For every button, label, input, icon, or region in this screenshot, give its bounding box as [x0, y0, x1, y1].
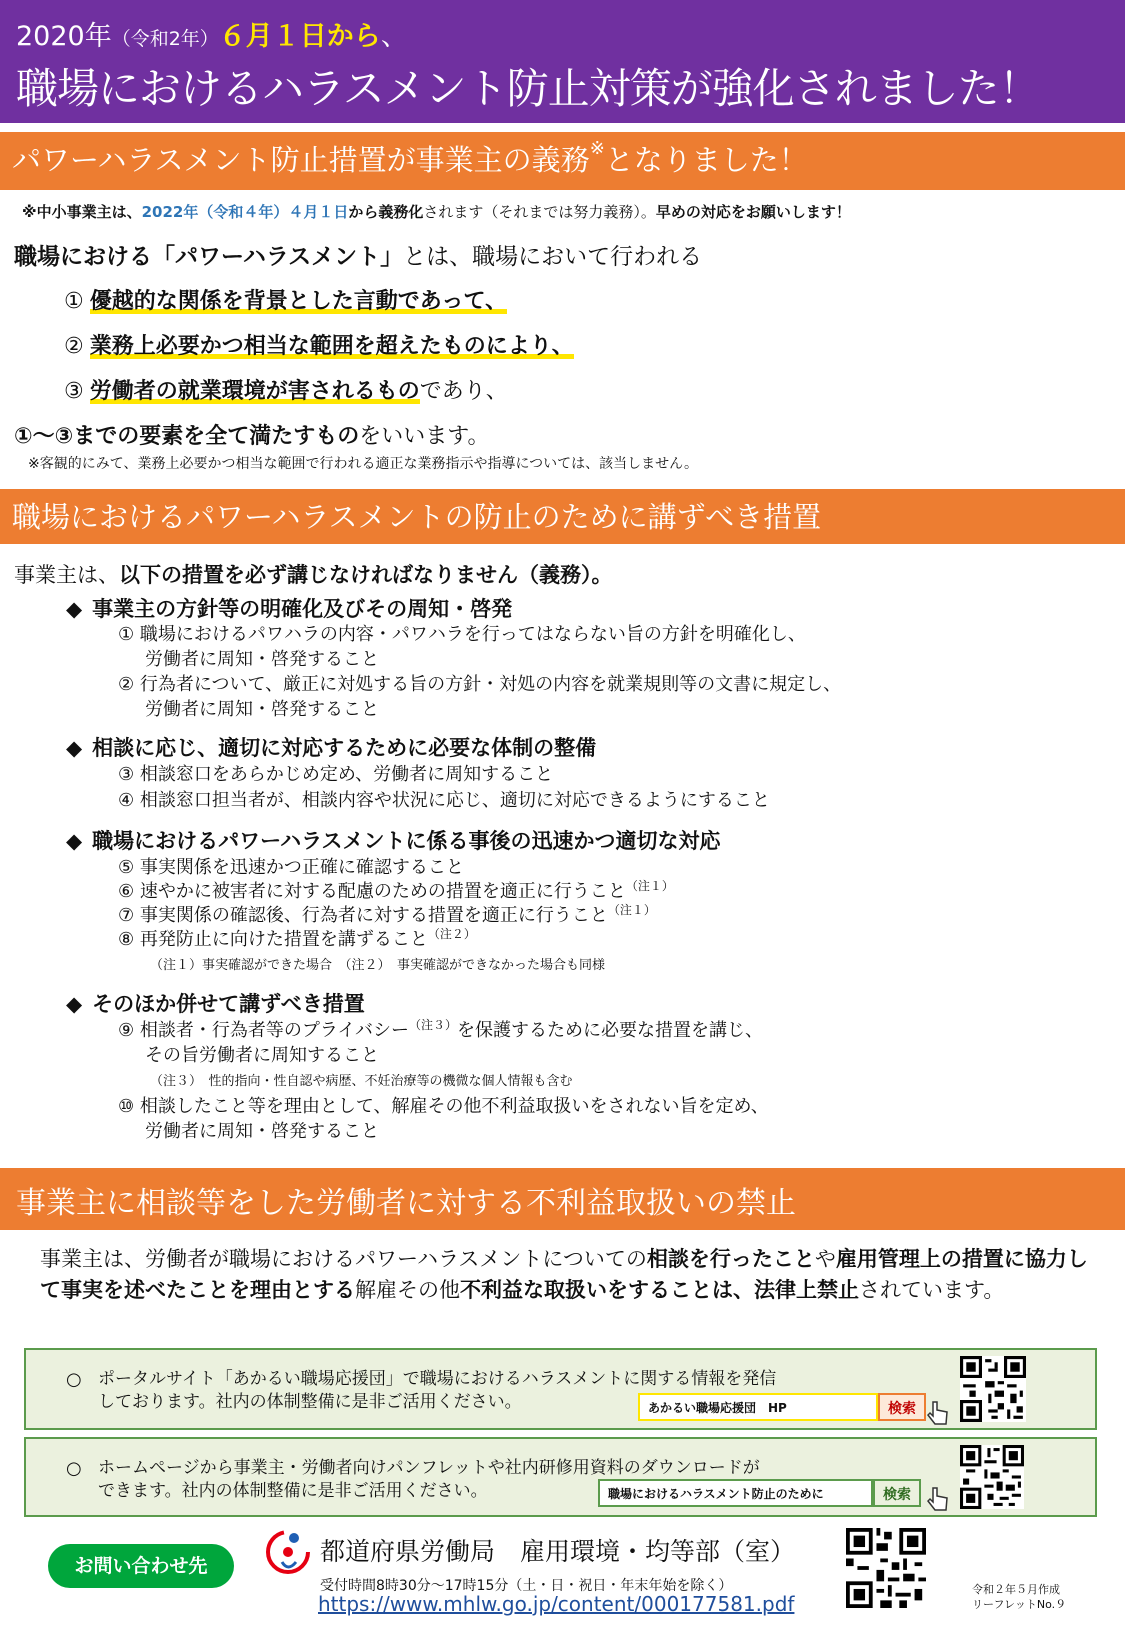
requirement-2 — [64, 329, 574, 360]
measure-item-7 — [118, 901, 656, 927]
contact-organization: 都道府県労働局 雇用環境・均等部（室） — [320, 1537, 796, 1566]
requirement-number: ② — [64, 334, 84, 359]
note-ref: （注１） — [607, 903, 656, 917]
circle-bullet-icon: ○ — [66, 1458, 82, 1479]
requirement-text: 優越的な関係を背景とした言動であって、 — [89, 289, 508, 314]
conclusion-rest: をいいます。 — [359, 424, 490, 449]
category-text: 職場におけるパワーハラスメントに係る事後の迅速かつ適切な対応 — [92, 829, 721, 853]
portal-line-2: しております。社内の体制整備に是非ご活用ください。 — [98, 1392, 522, 1412]
measure-item-8 — [118, 925, 476, 951]
definition-intro — [14, 238, 702, 271]
measure-item-2-cont: 労働者に周知・啓発すること — [145, 699, 379, 720]
cursor-hand-icon — [926, 1400, 950, 1426]
definition-rest: とは、職場において行われる — [403, 244, 703, 270]
homepage-line-1: ホームページから事業主・労働者向けパンフレットや社内研修用資料のダウンロードが — [98, 1458, 760, 1478]
item-text: ⑥ 速やかに被害者に対する配慮のための措置を適正に行うこと — [118, 881, 626, 902]
requirement-text: 労働者の就業環境が害されるもの — [89, 379, 420, 404]
leaflet-number: リーフレットNo.９ — [972, 1598, 1067, 1611]
definition-footnote: ※客観的にみて、業務上必要かつ相当な範囲で行われる適正な業務指示や指導については、該当しません。 — [28, 456, 699, 472]
requirement-3 — [64, 374, 508, 405]
p-seg-bold: 相談を行ったこと — [646, 1247, 815, 1271]
diamond-icon: ◆ — [66, 829, 83, 853]
leaflet-created: 令和２年５月作成 — [972, 1583, 1060, 1596]
measure-category-1 — [66, 593, 512, 623]
qr-icon — [960, 1356, 1026, 1422]
header-comma: 、 — [380, 21, 408, 52]
section1-heading-mark: ※ — [589, 138, 605, 159]
portal-search-bar[interactable] — [638, 1393, 926, 1421]
item-text: ⑧ 再発防止に向けた措置を講ずること — [118, 929, 428, 950]
homepage-line-2: できます。社内の体制整備に是非ご活用ください。 — [98, 1481, 488, 1501]
p-seg-bold: 雇用管理上の措置に協力して事実を述べたことを理由とする — [40, 1247, 1088, 1302]
portal-search-button[interactable]: 検索 — [878, 1393, 926, 1421]
category-text: 事業主の方針等の明確化及びその周知・啓発 — [92, 597, 513, 621]
measure-category-2 — [66, 732, 596, 762]
note-ref: （注２） — [427, 927, 476, 941]
footer-qr-code[interactable] — [846, 1528, 926, 1608]
sme-note-e: 早めの対応をお願いします！ — [655, 203, 851, 221]
diamond-icon: ◆ — [66, 736, 83, 760]
section1-heading-text: パワーハラスメント防止措置が事業主の義務 — [12, 143, 590, 177]
measure-item-9-cont: その旨労働者に周知すること — [145, 1045, 379, 1066]
definition-conclusion — [14, 419, 490, 450]
qr-icon — [960, 1445, 1024, 1509]
portal-info-box — [24, 1348, 1097, 1430]
header-banner — [0, 0, 1125, 123]
homepage-search-button[interactable]: 検索 — [873, 1479, 921, 1507]
measure-category-4 — [66, 988, 365, 1018]
measure-item-10-cont: 労働者に周知・啓発すること — [145, 1121, 379, 1142]
ministry-logo-icon — [264, 1528, 312, 1576]
header-date: ６月１日から — [218, 21, 381, 52]
homepage-search-bar[interactable] — [598, 1479, 921, 1507]
measures-intro-b: 以下の措置を必ず講じなければなりません（義務）。 — [119, 563, 613, 587]
pdf-link[interactable]: https://www.mhlw.go.jp/content/000177581.pdf — [318, 1592, 795, 1616]
section1-heading — [0, 132, 1125, 190]
header-year: 2020年 — [16, 21, 112, 52]
leaflet-info — [972, 1582, 1066, 1612]
circle-bullet-icon: ○ — [66, 1369, 82, 1390]
homepage-info-box — [24, 1437, 1097, 1517]
diamond-icon: ◆ — [66, 597, 83, 621]
note-3: （注３） 性的指向・性自認や病歴、不妊治療等の機微な個人情報も含む — [150, 1074, 573, 1089]
sme-note-date: 2022年（令和４年）４月１日 — [141, 203, 349, 221]
qr-icon — [846, 1528, 926, 1608]
header-era: （令和2年） — [111, 28, 219, 50]
measure-category-3 — [66, 825, 720, 855]
portal-qr-code[interactable] — [960, 1356, 1026, 1422]
sme-note — [22, 201, 851, 222]
measure-item-4: ④ 相談窓口担当者が、相談内容や状況に応じ、適切に対応できるようにすること — [118, 790, 770, 811]
page-title: 職場におけるハラスメント防止対策が強化されました！ — [16, 64, 1040, 113]
measure-item-9 — [118, 1016, 763, 1042]
item-text: ⑨ 相談者・行為者等のプライバシー — [118, 1020, 409, 1041]
section1-heading-end: となりました！ — [604, 143, 808, 177]
measure-item-3: ③ 相談窓口をあらかじめ定め、労働者に周知すること — [118, 764, 554, 785]
contact-hours: 受付時間8時30分～17時15分（土・日・祝日・年末年始を除く） — [320, 1578, 733, 1594]
homepage-qr-code[interactable] — [960, 1445, 1024, 1509]
conclusion-bold: ①～③までの要素を全て満たすもの — [14, 424, 360, 449]
measures-intro — [14, 559, 613, 589]
measure-item-1-cont: 労働者に周知・啓発すること — [145, 649, 379, 670]
p-seg: 事業主は、労働者が職場におけるパワーハラスメントについての — [40, 1247, 647, 1271]
portal-search-input[interactable]: あかるい職場応援団 HP — [638, 1393, 878, 1421]
item-text-cont: を保護するために必要な措置を講じ、 — [456, 1020, 763, 1041]
requirement-number: ① — [64, 289, 84, 314]
measure-item-5: ⑤ 事実関係を迅速かつ正確に確認すること — [118, 857, 464, 878]
section3-heading: 事業主に相談等をした労働者に対する不利益取扱いの禁止 — [0, 1168, 1125, 1230]
prohibition-paragraph — [40, 1244, 1090, 1306]
sme-note-a: ※中小事業主は、 — [22, 203, 142, 221]
cursor-hand-icon — [926, 1486, 950, 1512]
section2-heading: 職場におけるパワーハラスメントの防止のために講ずべき措置 — [0, 489, 1125, 544]
item-text: ⑦ 事実関係の確認後、行為者に対する措置を適正に行うこと — [118, 905, 608, 926]
requirement-tail: であり、 — [419, 379, 508, 404]
p-seg: 解雇その他 — [355, 1278, 460, 1302]
requirement-text: 業務上必要かつ相当な範囲を超えたものにより、 — [89, 334, 574, 359]
p-seg-bold: 不利益な取扱いをすること — [460, 1278, 712, 1302]
notes-1-2: （注１）事実確認ができた場合 （注２） 事実確認ができなかった場合も同様 — [150, 958, 606, 973]
p-seg-bold: は、法律上禁止 — [712, 1278, 859, 1302]
note-ref: （注３） — [408, 1018, 457, 1032]
diamond-icon: ◆ — [66, 992, 83, 1016]
measures-intro-a: 事業主は、 — [14, 563, 119, 587]
requirement-1 — [64, 284, 507, 315]
header-date-line — [16, 14, 408, 53]
measure-item-2: ② 行為者について、厳正に対処する旨の方針・対処の内容を就業規則等の文書に規定し、 — [118, 674, 842, 695]
note-ref: （注１） — [625, 879, 674, 893]
definition-term: 職場における「パワーハラスメント」 — [14, 244, 404, 270]
p-seg: や — [814, 1247, 836, 1271]
category-text: そのほか併せて講ずべき措置 — [92, 992, 365, 1016]
contact-button[interactable]: お問い合わせ先 — [48, 1544, 234, 1588]
category-text: 相談に応じ、適切に対応するために必要な体制の整備 — [92, 736, 597, 760]
measure-item-1: ① 職場におけるパワハラの内容・パワハラを行ってはならない旨の方針を明確化し、 — [118, 624, 806, 645]
sme-note-c: から義務化 — [348, 203, 424, 221]
requirement-number: ③ — [64, 379, 84, 404]
homepage-search-input[interactable]: 職場におけるハラスメント防止のために — [598, 1479, 873, 1507]
sme-note-d: されます（それまでは努力義務）。 — [423, 203, 656, 221]
measure-item-6 — [118, 877, 674, 903]
measure-item-10: ⑩ 相談したこと等を理由として、解雇その他不利益取扱いをされない旨を定め、 — [118, 1096, 769, 1117]
portal-line-1: ポータルサイト「あかるい職場応援団」で職場におけるハラスメントに関する情報を発信 — [98, 1369, 777, 1389]
p-seg: されています。 — [859, 1278, 1005, 1302]
